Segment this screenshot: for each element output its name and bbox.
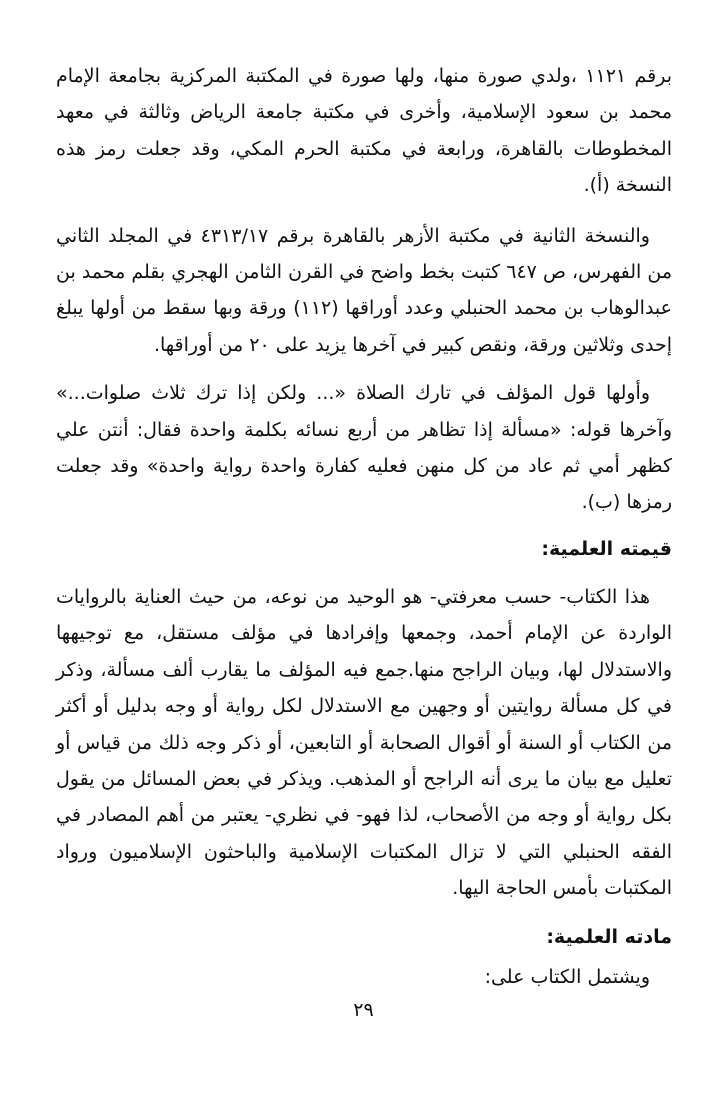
section-heading-scholarly-value: قيمته العلمية:	[541, 537, 672, 560]
paragraph-manuscript-copy-b: والنسخة الثانية في مكتبة الأزهر بالقاهرة برقم ٤٣١٣/١٧ في المجلد الثاني من الفهرس، ص ٦٤٧ كتبت بخط واضح في القرن الثامن الهجري بقلم محمد بن عبدالوهاب بن محمد الحنبلي وعدد أوراقها (١١٢) ورقة وبها سقط من أولها يبلغ إحدى وثلاثين ورقة، ونقص كبير في آخرها يزيد على ٢٠ من أوراقها.	[56, 224, 672, 356]
page-number: ٢٩	[353, 999, 374, 1021]
document-page	[56, 58, 672, 995]
section-heading-scholarly-content: مادته العلمية:	[546, 925, 672, 948]
paragraph-scholarly-value: هذا الكتاب- حسب معرفتي- هو الوحيد من نوعه، من حيث العناية بالروايات الواردة عن الإمام أحمد، وجمعها وإفرادها في مؤلف مستقل، مع توجيهها والاستدلال لها، وبيان الراجح منها.جمع فيه المؤلف ما يقارب ألف مسألة، وذكر في كل مسألة روايتين أو وجهين مع الاستدلال لكل رواية أو وجه بدليل أو أكثر من الكتاب أو السنة أو أقوال الصحابة أو التابعين، أو ذكر وجه ذلك من قياس أو تعليل مع بيان ما يرى أنه الراجح أو المذهب. ويذكر في بعض المسائل من يقول بكل رواية أو وجه من الأصحاب، لذا فهو- في نظري- يعتبر من أهم المصادر في الفقه الحنبلي التي لا تزال المكتبات الإسلامية والباحثون الإسلاميون ورواد المكتبات بأمس الحاجة اليها.	[56, 585, 672, 900]
paragraph-copy-b-contents: وأولها قول المؤلف في تارك الصلاة «... ولكن إذا ترك ثلاث صلوات...» وآخرها قوله: «مسألة إذا تظاهر من أربع نسائه بكلمة واحدة فقال: أنتن علي كظهر أمي ثم عاد من كل منهن فعليه كفارة واحدة رواية واحدة» وقد جعلت رمزها (ب).	[56, 382, 672, 514]
paragraph-manuscript-copy-a: برقم ١١٢١ ،ولدي صورة منها، ولها صورة في المكتبة المركزية بجامعة الإمام محمد بن سعود الإسلامية، وأخرى في مكتبة جامعة الرياض وثالثة في معهد المخطوطات بالقاهرة، ورابعة في مكتبة الحرم المكي، وقد جعلت رمز هذه النسخة (أ).	[56, 65, 672, 197]
paragraph-book-contents-intro: ويشتمل الكتاب على:	[484, 965, 650, 988]
